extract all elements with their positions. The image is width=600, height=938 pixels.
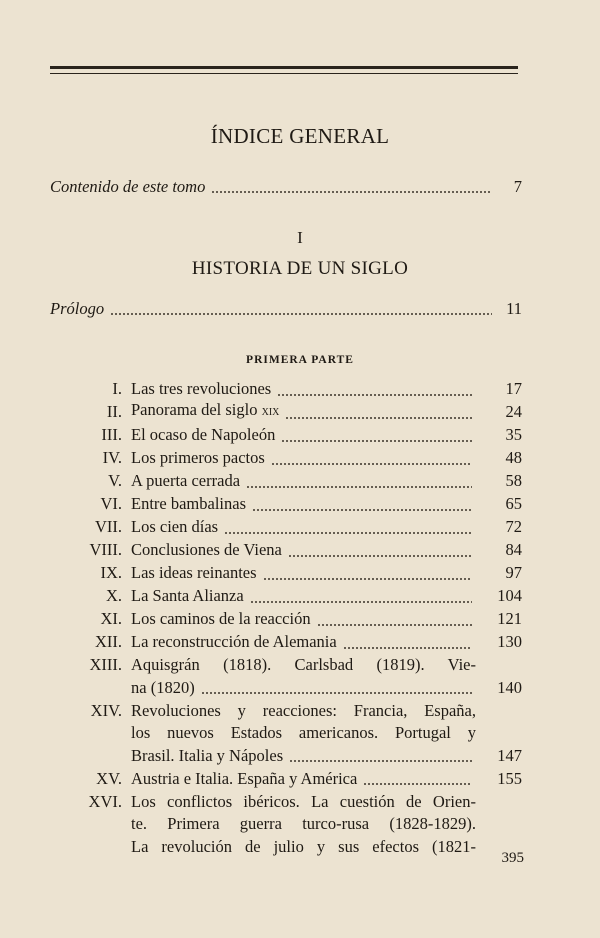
chapter-title-line: Los conflictos ibéricos. La cuestión de Orien- (131, 791, 476, 811)
chapter-title (131, 378, 476, 401)
chapter-number: I. (112, 379, 122, 398)
chapter-number: VII. (94, 517, 122, 536)
chapter-number: II. (106, 402, 122, 421)
chapter-title (131, 791, 476, 859)
chapter-page: 121 (497, 609, 522, 628)
folio: 395 (501, 850, 524, 866)
chapter-title-line: los nuevos Estados americanos. Portugal y (131, 723, 476, 742)
chapter-title-line: Los primeros pactos (131, 448, 265, 467)
chapter-number: IV. (102, 448, 122, 467)
leader-dots (201, 692, 472, 694)
leader-dots (110, 313, 492, 315)
chapter-title (131, 700, 476, 768)
chapter-title-line: La reconstrucción de Alemania (131, 632, 337, 651)
chapter-title-line: A puerta cerrada (131, 471, 241, 490)
chapter-page: 17 (505, 379, 522, 398)
leader-dots (363, 783, 472, 785)
chapter-title (131, 539, 476, 562)
chapter-page: 155 (497, 768, 522, 788)
chapter-number: IX. (100, 563, 122, 582)
leader-dots (271, 463, 472, 465)
chapter-title (131, 768, 476, 791)
chapter-title (131, 493, 476, 516)
chapter-title (131, 608, 476, 631)
chapter-number: X. (105, 586, 122, 605)
section-heading: PRIMERA PARTE (246, 354, 354, 366)
leader-dots (211, 191, 492, 193)
chapter-number: XIII. (89, 655, 122, 674)
chapter-title-line: La revolución de julio y sus efectos (1821- (131, 836, 476, 856)
chapter-page: 97 (505, 563, 522, 582)
page-title: ÍNDICE GENERAL (210, 124, 390, 148)
chapter-page: 24 (505, 402, 522, 421)
prologue-row[interactable] (50, 298, 522, 320)
chapter-title (131, 447, 476, 470)
top-rule (50, 66, 518, 69)
leader-dots (263, 578, 472, 580)
leader-dots (246, 486, 472, 488)
chapter-title (131, 654, 476, 699)
chapter-title (131, 470, 476, 493)
part-number: I (297, 228, 303, 247)
contents-row[interactable] (50, 176, 522, 198)
chapter-title-line: Las tres revoluciones (131, 379, 272, 398)
chapter-title-smallcaps: xix (261, 404, 280, 419)
chapter-number: XV. (96, 768, 122, 788)
chapter-title (131, 424, 476, 447)
chapter-number: VIII. (89, 540, 122, 559)
chapter-page: 140 (497, 677, 522, 697)
part-title: HISTORIA DE UN SIGLO (191, 258, 409, 279)
chapter-number: XI. (100, 609, 122, 628)
chapter-number: VI. (100, 494, 122, 513)
chapter-title-line: Los cien días (131, 517, 219, 536)
chapter-page: 35 (505, 425, 522, 444)
chapter-number: XIV. (90, 700, 122, 720)
leader-dots (288, 555, 472, 557)
leader-dots (343, 647, 472, 649)
chapter-number: XII. (94, 632, 122, 651)
chapter-page: 72 (505, 517, 522, 536)
leader-dots (250, 601, 472, 603)
chapter-title-line: na (1820) (131, 677, 195, 697)
chapter-title (131, 562, 476, 585)
top-rule-thin (50, 73, 518, 74)
prologue-label: Prólogo (50, 299, 105, 318)
leader-dots (289, 760, 472, 762)
chapter-page: 104 (497, 586, 522, 605)
chapter-title-line: Conclusiones de Viena (131, 540, 282, 559)
leader-dots (252, 509, 472, 511)
chapter-page: 58 (505, 471, 522, 490)
chapter-title (131, 631, 476, 654)
chapter-page: 147 (497, 745, 522, 765)
leader-dots (224, 532, 472, 534)
chapter-number: XVI. (88, 791, 122, 811)
contents-label: Contenido de este tomo (50, 177, 206, 196)
chapter-title-line: La Santa Alianza (131, 586, 244, 605)
chapter-title (131, 516, 476, 539)
chapter-page: 65 (505, 494, 522, 513)
chapter-title (131, 401, 476, 424)
chapter-title-line: El ocaso de Napoleón (131, 425, 276, 444)
chapter-title-line: Los caminos de la reacción (131, 609, 311, 628)
leader-dots (281, 440, 472, 442)
leader-dots (285, 417, 472, 419)
chapter-title-line: Entre bambalinas (131, 494, 247, 513)
chapter-title (131, 585, 476, 608)
chapter-title-line: Austria e Italia. España y América (131, 768, 358, 788)
leader-dots (317, 624, 472, 626)
chapter-page: 130 (497, 632, 522, 651)
chapter-title-line: Las ideas reinantes (131, 563, 257, 582)
chapter-title-line: Revoluciones y reacciones: Francia, España, (131, 700, 476, 720)
contents-page: 7 (513, 177, 522, 196)
chapter-number: III. (101, 425, 122, 444)
chapter-number: V. (108, 471, 122, 490)
chapter-title-line: te. Primera guerra turco-rusa (1828-1829). (131, 814, 476, 833)
chapter-title-line: Panorama del siglo xix (131, 400, 280, 419)
leader-dots (277, 394, 472, 396)
chapter-title-line: Brasil. Italia y Nápoles (131, 745, 284, 765)
prologue-page: 11 (506, 299, 522, 318)
chapter-title-line: Aquisgrán (1818). Carlsbad (1819). Vie- (131, 655, 476, 674)
chapter-page: 84 (505, 540, 522, 559)
chapter-page: 48 (505, 448, 522, 467)
